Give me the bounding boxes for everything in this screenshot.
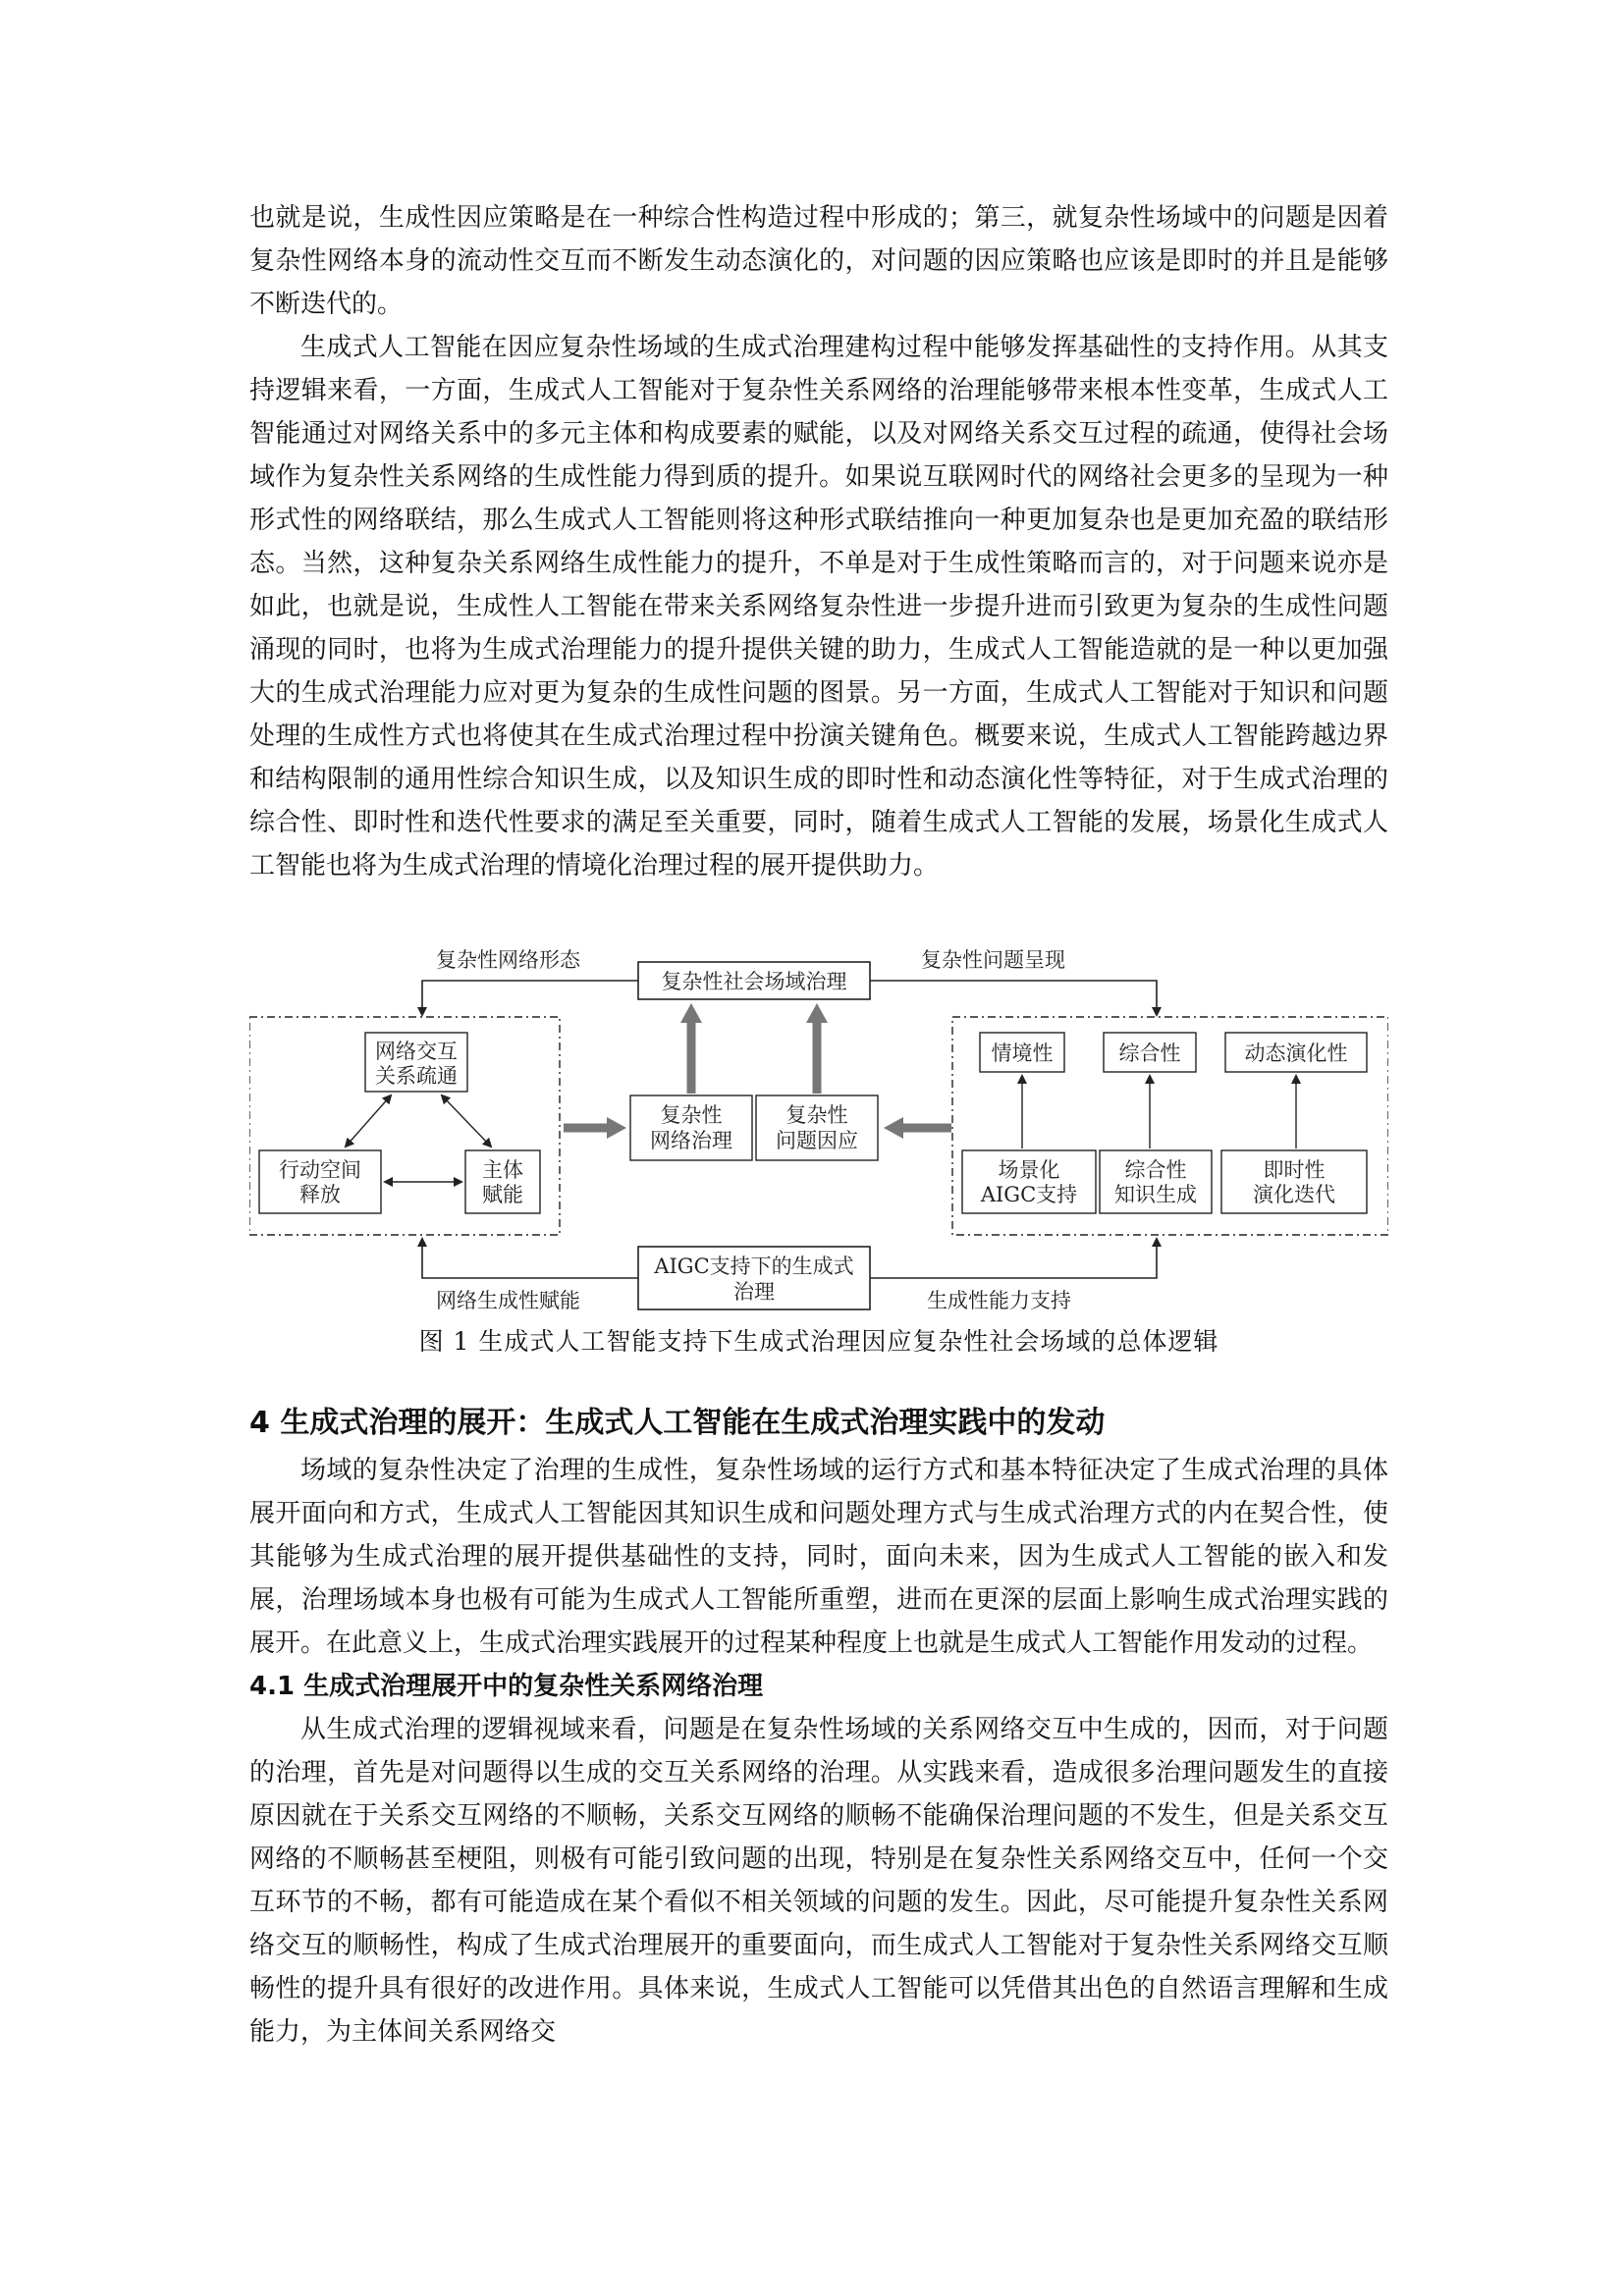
subsection-paragraph: 从生成式治理的逻辑视域来看，问题是在复杂性场域的关系网络交互中生成的，因而，对于问题的治理，首先是对问题得以生成的交互关系网络的治理。从实践来看，造成很多治理问题发生的直接原因就在于关系交互网络的不顺畅，关系交互网络的顺畅不能确保治理问题的不发生，但是关系交互网络的不顺畅甚至梗阻，则极有可能引致问题的出现，特别是在复杂性关系网络交互中，任何一个交互环节的不畅，都有可能造成在某个看似不相关领域的问题的发生。因此，尽可能提升复杂性关系网络交互的顺畅性，构成了生成式治理展开的重要面向，而生成式人工智能对于复杂性关系网络交互顺畅性的提升具有很好的改进作用。具体来说，生成式人工智能可以凭借其出色的自然语言理解和生成能力，为主体间关系网络交 <box>249 1715 1388 2047</box>
left-bottom-left-line1: 行动空间 <box>279 1158 361 1182</box>
diagram-svg <box>249 942 1388 1335</box>
label-bottom-left: 网络生成性赋能 <box>436 1289 580 1312</box>
label-bottom-right: 生成性能力支持 <box>927 1289 1071 1312</box>
arrow-bottom-right <box>870 1239 1157 1278</box>
label-top-left: 复杂性网络形态 <box>436 948 580 972</box>
paragraph-ai-support: 生成式人工智能在因应复杂性场域的生成式治理建构过程中能够发挥基础性的支持作用。从其支持逻辑来看，一方面，生成式人工智能对于复杂性关系网络的治理能够带来根本性变革，生成式人工智能通过对网络关系中的多元主体和构成要素的赋能，以及对网络关系交互过程的疏通，使得社会场域作为复杂性关系网络的生成性能力得到质的提升。如果说互联网时代的网络社会更多的呈现为一种形式性的网络联结，那么生成式人工智能则将这种形式联结推向一种更加复杂也是更加充盈的联结形态。当然，这种复杂关系网络生成性能力的提升，不单是对于生成性策略而言的，对于问题来说亦是如此，也就是说，生成性人工智能在带来关系网络复杂性进一步提升进而引致更为复杂的生成性问题涌现的同时，也将为生成式治理能力的提升提供关键的助力，生成式人工智能造就的是一种以更加强大的生成式治理能力应对更为复杂的生成性问题的图景。另一方面，生成式人工智能对于知识和问题处理的生成性方式也将使其在生成式治理过程中扮演关键角色。概要来说，生成式人工智能跨越边界和结构限制的通用性综合知识生成，以及知识生成的即时性和动态演化性等特征，对于生成式治理的综合性、即时性和迭代性要求的满足至关重要，同时，随着生成式人工智能的发展，场景化生成式人工智能也将为生成式治理的情境化治理过程的展开提供助力。 <box>249 333 1388 881</box>
center-left-line1: 复杂性 <box>660 1103 723 1127</box>
right-bottom-3-line1: 即时性 <box>1263 1158 1326 1182</box>
section-heading: 4 生成式治理的展开：生成式人工智能在生成式治理实践中的发动 <box>249 1406 1106 1440</box>
section-paragraph: 场域的复杂性决定了治理的生成性，复杂性场域的运行方式和基本特征决定了生成式治理的具体展开面向和方式，生成式人工智能因其知识生成和问题处理方式与生成式治理方式的内在契合性，使其能够为生成式治理的展开提供基础性的支持，同时，面向未来，因为生成式人工智能的嵌入和发展，治理场域本身也极有可能为生成式人工智能所重塑，进而在更深的层面上影响生成式治理实践的展开。在此意义上，生成式治理实践展开的过程某种程度上也就是生成式人工智能作用发动的过程。 <box>249 1456 1388 1658</box>
bottom-box-line2: 治理 <box>733 1280 775 1304</box>
right-bottom-1-line2: AIGC支持 <box>980 1183 1078 1206</box>
arrow-left-tri-1 <box>346 1095 391 1147</box>
arrow-left-tri-2 <box>442 1095 491 1147</box>
right-top-label-1: 情境性 <box>991 1041 1054 1065</box>
figure-caption: 图 1 生成式人工智能支持下生成式治理因应复杂性社会场域的总体逻辑 <box>418 1327 1219 1356</box>
right-top-label-2: 综合性 <box>1118 1041 1181 1065</box>
right-bottom-2-line2: 知识生成 <box>1114 1183 1197 1206</box>
left-top-line2: 关系疏通 <box>375 1064 458 1088</box>
right-top-label-3: 动态演化性 <box>1244 1041 1348 1065</box>
center-right-line1: 复杂性 <box>785 1103 848 1127</box>
figure-1-diagram <box>249 942 1388 1394</box>
label-top-right: 复杂性问题呈现 <box>921 948 1065 972</box>
left-top-line1: 网络交互 <box>375 1040 458 1063</box>
left-bottom-left-line2: 释放 <box>299 1183 341 1206</box>
paragraph-continuation: 也就是说，生成性因应策略是在一种综合性构造过程中形成的；第三，就复杂性场域中的问题是因着复杂性网络本身的流动性交互而不断发生动态演化的，对问题的因应策略也应该是即时的并且是能够不断迭代的。 <box>249 203 1388 319</box>
right-bottom-2-line1: 综合性 <box>1124 1158 1187 1182</box>
arrow-top-right <box>870 981 1157 1015</box>
center-right-line2: 问题因应 <box>776 1129 858 1152</box>
arrow-bottom-left <box>422 1239 638 1278</box>
right-bottom-3-line2: 演化迭代 <box>1253 1183 1335 1206</box>
bottom-box-line1: AIGC支持下的生成式 <box>654 1255 854 1278</box>
arrow-top-left <box>422 981 638 1015</box>
left-bottom-right-line1: 主体 <box>482 1158 523 1182</box>
subsection-heading: 4.1 生成式治理展开中的复杂性关系网络治理 <box>249 1672 764 1701</box>
page-content <box>249 196 1388 2054</box>
center-left-line2: 网络治理 <box>650 1129 732 1152</box>
left-bottom-right-line2: 赋能 <box>482 1183 523 1206</box>
right-bottom-1-line1: 场景化 <box>998 1158 1060 1182</box>
top-box-label: 复杂性社会场域治理 <box>661 970 847 993</box>
